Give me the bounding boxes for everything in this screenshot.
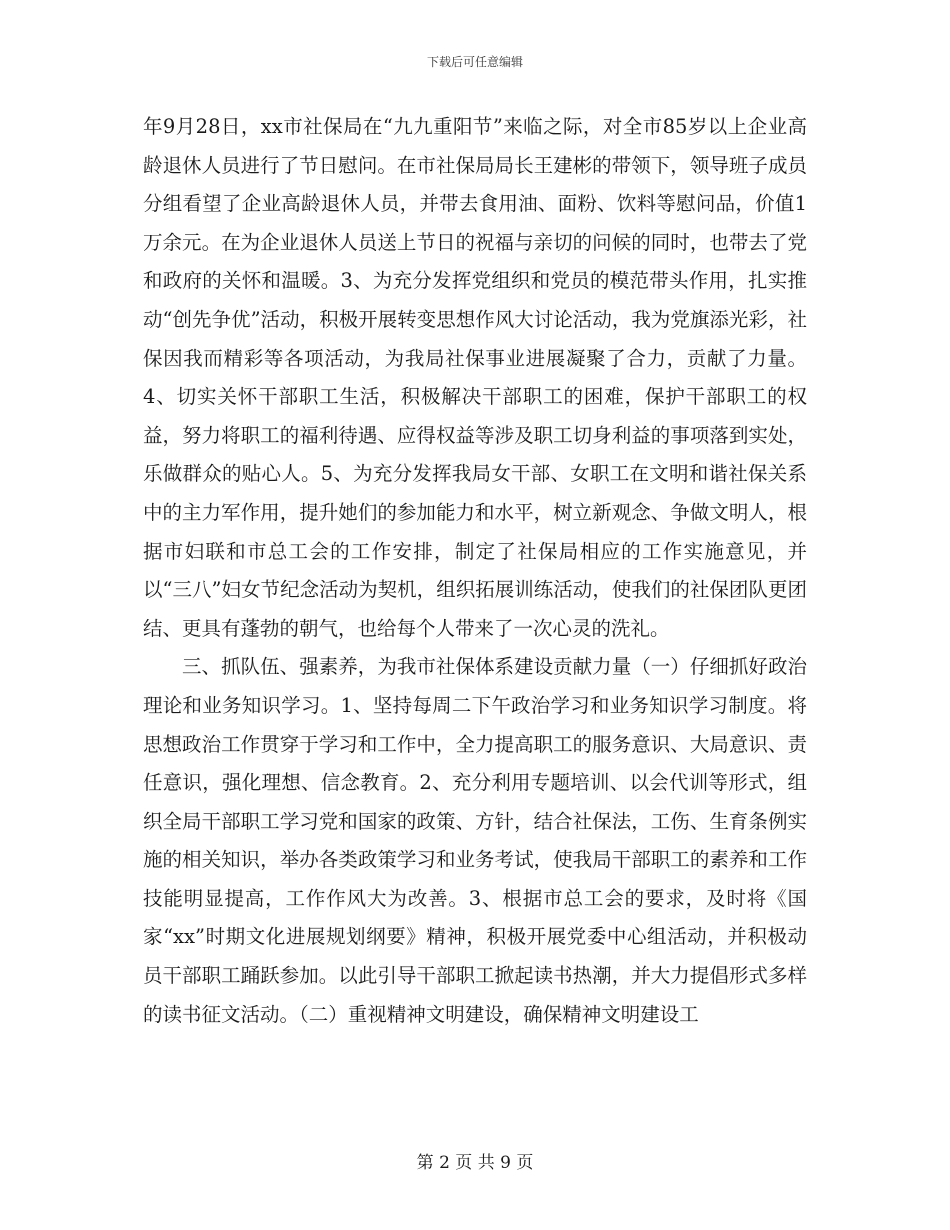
document-body [143,108,807,1034]
header-note: 下载后可任意编辑 [426,55,523,69]
body-paragraph-1: 年9月28日，xx市社保局在“九九重阳节”来临之际，对全市85岁以上企业高龄退休人员进行了节日慰问。在市社保局局长王建彬的带领下，领导班子成员分组看望了企业高龄退休人员，并带去食用油、面粉、饮料等慰问品，价值1万余元。在为企业退休人员送上节日的祝福与亲切的问候的同时，也带去了党和政府的关怀和温暖。3、为充分发挥党组织和党员的模范带头作用，扎实推动“创先争优”活动，积极开展转变思想作风大讨论活动，我为党旗添光彩，社保因我而精彩等各项活动，为我局社保事业进展凝聚了合力，贡献了力量。4、切实关怀干部职工生活，积极解决干部职工的困难，保护干部职工的权益，努力将职工的福利待遇、应得权益等涉及职工切身利益的事项落到实处，乐做群众的贴心人。5、为充分发挥我局女干部、女职工在文明和谐社保关系中的主力军作用，提升她们的参加能力和水平，树立新观念、争做文明人，根据市妇联和市总工会的工作安排，制定了社保局相应的工作实施意见，并以“三八”妇女节纪念活动为契机，组织拓展训练活动，使我们的社保团队更团结、更具有蓬勃的朝气，也给每个人带来了一次心灵的洗礼。 [143,115,807,640]
body-paragraph-2: 三、抓队伍、强素养，为我市社保体系建设贡献力量（一）仔细抓好政治理论和业务知识学习。1、坚持每周二下午政治学习和业务知识学习制度。将思想政治工作贯穿于学习和工作中，全力提高职工的服务意识、大局意识、责任意识，强化理想、信念教育。2、充分利用专题培训、以会代训等形式，组织全局干部职工学习党和国家的政策、方针，结合社保法，工伤、生育条例实施的相关知识，举办各类政策学习和业务考试，使我局干部职工的素养和工作技能明显提高，工作作风大为改善。3、根据市总工会的要求，及时将《国家“xx”时期文化进展规划纲要》精神，积极开展党委中心组活动，并积极动员干部职工踊跃参加。以此引导干部职工掀起读书热潮，并大力提倡形式多样的读书征文活动。（二）重视精神文明建设，确保精神文明建设工 [143,655,807,1026]
page-footer: 第 2 页 共 9 页 [416,1153,534,1173]
